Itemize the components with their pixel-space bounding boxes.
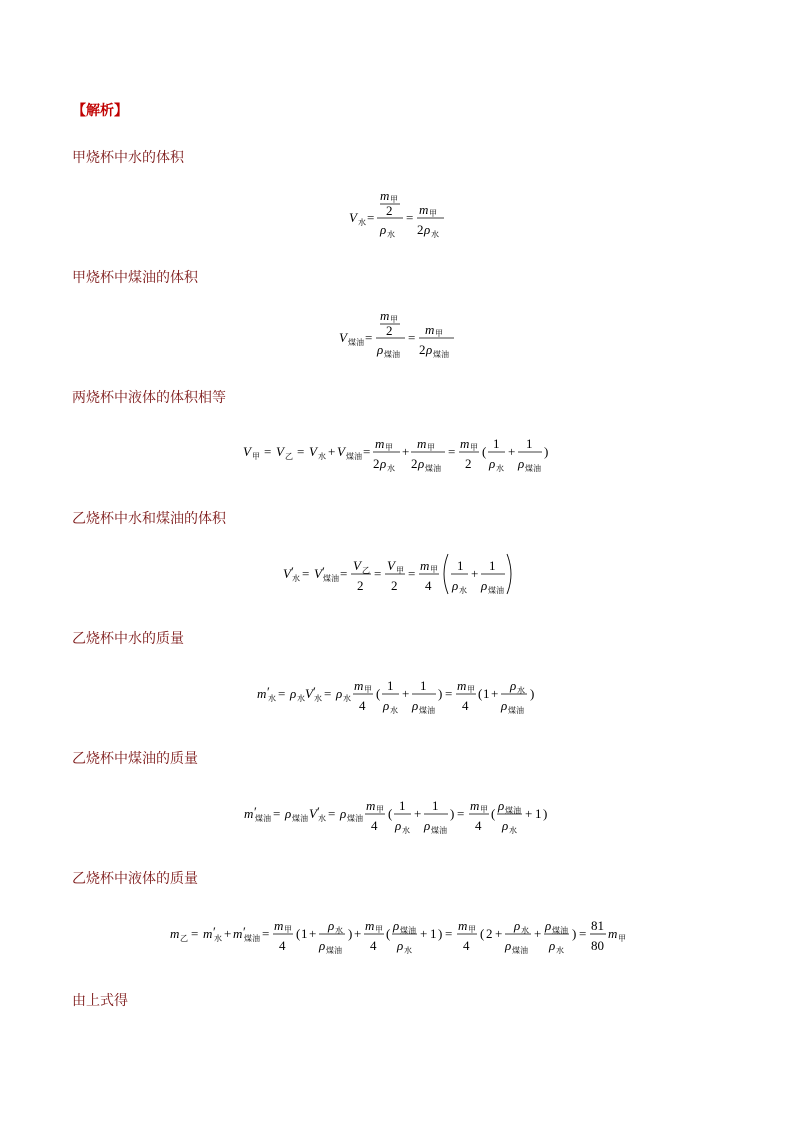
sub-water: 水 — [343, 694, 351, 703]
var-m: m — [366, 798, 376, 813]
num-1: 1 — [483, 686, 490, 701]
sub-jia: 甲 — [376, 805, 384, 814]
op-equals: = — [264, 444, 272, 459]
var-m: m — [257, 686, 267, 701]
op-equals: = — [262, 926, 270, 941]
sub-kerosene: 煤油 — [552, 926, 568, 935]
formula-svg — [255, 672, 539, 718]
var-m: m — [425, 322, 435, 337]
op-equals: = — [363, 444, 371, 459]
sub-kerosene: 煤油 — [347, 814, 363, 823]
op-right-paren: ) — [348, 926, 353, 941]
num-1: 1 — [420, 678, 427, 693]
num-2: 2 — [417, 222, 424, 237]
formula-svg — [168, 912, 626, 958]
var-rho: ρ — [452, 578, 459, 593]
num-2: 2 — [386, 323, 393, 338]
num-1: 1 — [457, 558, 464, 573]
op-equals: = — [374, 566, 382, 581]
sub-jia: 甲 — [396, 566, 404, 575]
num-1: 1 — [526, 436, 533, 451]
formula-svg — [242, 792, 552, 838]
sub-jia: 甲 — [468, 925, 476, 934]
sub-water: 水 — [358, 218, 366, 227]
var-m: m — [420, 558, 430, 573]
var-rho: ρ — [418, 456, 425, 471]
equation-water-volume-jia — [0, 186, 794, 242]
op-right-paren: ) — [438, 926, 443, 941]
var-m: m — [457, 678, 467, 693]
sub-kerosene: 煤油 — [425, 464, 441, 473]
op-equals: = — [365, 330, 373, 345]
sub-jia: 甲 — [252, 452, 260, 461]
sub-jia: 甲 — [467, 685, 475, 694]
step-label-water-mass-yi: 乙烧杯中水的质量 — [72, 631, 184, 647]
var-rho: ρ — [424, 222, 431, 237]
var-rho: ρ — [290, 686, 297, 701]
var-V: V — [349, 210, 357, 225]
num-2: 2 — [373, 456, 380, 471]
op-plus: + — [414, 806, 422, 821]
prime-mark: ′ — [317, 804, 320, 819]
sub-water: 水 — [318, 814, 326, 823]
var-m: m — [380, 308, 390, 323]
sub-kerosene: 煤油 — [326, 946, 342, 955]
op-equals: = — [273, 806, 281, 821]
sub-water: 水 — [496, 464, 504, 473]
prime-mark: ′ — [213, 924, 216, 939]
op-equals: = — [367, 210, 375, 225]
sub-jia: 甲 — [390, 195, 398, 204]
num-81: 81 — [591, 918, 604, 933]
prime-mark: ′ — [291, 564, 294, 579]
num-4: 4 — [279, 938, 286, 953]
equation-equal-volume — [0, 430, 794, 476]
sub-water: 水 — [335, 926, 343, 935]
op-plus: + — [402, 686, 410, 701]
op-equals: = — [445, 926, 453, 941]
var-rho: ρ — [514, 918, 521, 933]
sub-water: 水 — [556, 946, 564, 955]
sub-water: 水 — [402, 826, 410, 835]
sub-kerosene: 煤油 — [508, 706, 524, 715]
op-plus: + — [525, 806, 533, 821]
sub-kerosene: 煤油 — [505, 806, 521, 815]
prime-mark: ′ — [313, 684, 316, 699]
var-rho: ρ — [505, 938, 512, 953]
prime-mark: ′ — [243, 924, 246, 939]
sub-water: 水 — [521, 926, 529, 935]
step-label-liquid-mass-yi: 乙烧杯中液体的质量 — [72, 871, 198, 887]
var-V: V — [309, 444, 317, 459]
var-rho: ρ — [412, 698, 419, 713]
op-right-paren: ) — [572, 926, 577, 941]
var-rho: ρ — [424, 818, 431, 833]
sub-jia: 甲 — [480, 805, 488, 814]
sub-jia: 甲 — [435, 329, 443, 338]
op-equals: = — [448, 444, 456, 459]
op-left-paren: ( — [480, 926, 485, 941]
op-plus: + — [354, 926, 362, 941]
sub-jia: 甲 — [385, 443, 393, 452]
step-label-water-volume-jia: 甲烧杯中水的体积 — [72, 150, 184, 166]
num-2: 2 — [411, 456, 418, 471]
op-equals: = — [324, 686, 332, 701]
num-4: 4 — [463, 938, 470, 953]
sub-jia: 甲 — [284, 925, 292, 934]
op-plus: + — [491, 686, 499, 701]
var-rho: ρ — [340, 806, 347, 821]
analysis-heading: 【解析】 — [72, 103, 128, 119]
op-equals: = — [445, 686, 453, 701]
op-left-paren: ( — [386, 926, 391, 941]
sub-yi: 乙 — [362, 566, 370, 575]
equation-water-mass-yi — [0, 672, 794, 718]
formula-svg — [337, 306, 457, 362]
num-4: 4 — [370, 938, 377, 953]
prime-mark: ′ — [322, 564, 325, 579]
sub-kerosene: 煤油 — [348, 338, 364, 347]
num-4: 4 — [359, 698, 366, 713]
sub-yi: 乙 — [285, 452, 293, 461]
var-m: m — [460, 436, 470, 451]
var-m: m — [274, 918, 284, 933]
op-equals: = — [302, 566, 310, 581]
op-plus: + — [224, 926, 232, 941]
formula-svg — [241, 430, 553, 476]
var-m: m — [380, 188, 390, 203]
var-m: m — [365, 918, 375, 933]
op-plus: + — [508, 444, 516, 459]
num-1: 1 — [399, 798, 406, 813]
op-plus: + — [534, 926, 542, 941]
op-equals: = — [191, 926, 199, 941]
var-m: m — [458, 918, 468, 933]
sub-jia: 甲 — [618, 934, 626, 943]
var-V: V — [353, 558, 361, 573]
sub-kerosene: 煤油 — [384, 350, 400, 359]
sub-kerosene: 煤油 — [431, 826, 447, 835]
step-label-equal-volume: 两烧杯中液体的体积相等 — [72, 390, 226, 406]
num-4: 4 — [425, 578, 432, 593]
var-rho: ρ — [426, 342, 433, 357]
var-rho: ρ — [397, 938, 404, 953]
num-2: 2 — [391, 578, 398, 593]
sub-jia: 甲 — [430, 565, 438, 574]
num-1: 1 — [430, 926, 437, 941]
op-equals: = — [408, 566, 416, 581]
sub-water: 水 — [431, 230, 439, 239]
var-V: V — [309, 806, 317, 821]
sub-water: 水 — [517, 686, 525, 695]
num-2: 2 — [465, 456, 472, 471]
var-rho: ρ — [395, 818, 402, 833]
var-m: m — [470, 798, 480, 813]
num-1: 1 — [301, 926, 308, 941]
var-rho: ρ — [545, 918, 552, 933]
op-equals: = — [297, 444, 305, 459]
op-plus: + — [328, 444, 336, 459]
var-m: m — [203, 926, 213, 941]
var-rho: ρ — [549, 938, 556, 953]
sub-jia: 甲 — [390, 315, 398, 324]
num-1: 1 — [493, 436, 500, 451]
step-label-kerosene-mass-yi: 乙烧杯中煤油的质量 — [72, 751, 198, 767]
num-2: 2 — [386, 203, 393, 218]
op-equals: = — [457, 806, 465, 821]
sub-water: 水 — [297, 694, 305, 703]
sub-kerosene: 煤油 — [244, 934, 260, 943]
op-plus: + — [471, 566, 479, 581]
var-V: V — [305, 686, 313, 701]
sub-kerosene: 煤油 — [488, 586, 504, 595]
var-rho: ρ — [336, 686, 343, 701]
sub-kerosene: 煤油 — [255, 814, 271, 823]
sub-kerosene: 煤油 — [346, 452, 362, 461]
var-rho: ρ — [498, 798, 505, 813]
sub-jia: 甲 — [429, 209, 437, 218]
sub-kerosene: 煤油 — [419, 706, 435, 715]
var-m: m — [170, 926, 180, 941]
sub-kerosene: 煤油 — [433, 350, 449, 359]
var-V: V — [243, 444, 251, 459]
var-rho: ρ — [328, 918, 335, 933]
formula-svg — [347, 186, 447, 242]
op-equals: = — [328, 806, 336, 821]
var-rho: ρ — [518, 456, 525, 471]
var-m: m — [608, 926, 618, 941]
op-plus: + — [495, 926, 503, 941]
sub-water: 水 — [390, 706, 398, 715]
sub-kerosene: 煤油 — [292, 814, 308, 823]
equation-liquid-mass-yi — [0, 912, 794, 958]
var-V: V — [339, 330, 347, 345]
var-m: m — [419, 202, 429, 217]
sub-jia: 甲 — [427, 443, 435, 452]
num-4: 4 — [475, 818, 482, 833]
var-m: m — [354, 678, 364, 693]
step-label-volumes-yi: 乙烧杯中水和煤油的体积 — [72, 511, 226, 527]
big-left-paren — [444, 554, 448, 594]
op-right-paren: ) — [438, 686, 443, 701]
sub-yi: 乙 — [180, 934, 188, 943]
var-rho: ρ — [377, 342, 384, 357]
num-2: 2 — [486, 926, 493, 941]
var-V: V — [276, 444, 284, 459]
num-4: 4 — [371, 818, 378, 833]
var-m: m — [233, 926, 243, 941]
var-V: V — [314, 566, 322, 581]
var-m: m — [244, 806, 254, 821]
sub-water: 水 — [318, 452, 326, 461]
sub-kerosene: 煤油 — [512, 946, 528, 955]
op-left-paren: ( — [491, 806, 496, 821]
sub-jia: 甲 — [375, 925, 383, 934]
op-right-paren: ) — [530, 686, 535, 701]
op-equals: = — [340, 566, 348, 581]
var-rho: ρ — [380, 456, 387, 471]
sub-jia: 甲 — [364, 685, 372, 694]
var-rho: ρ — [380, 222, 387, 237]
prime-mark: ′ — [267, 684, 270, 699]
op-right-paren: ) — [544, 444, 549, 459]
op-equals: = — [278, 686, 286, 701]
var-rho: ρ — [383, 698, 390, 713]
sub-jia: 甲 — [470, 443, 478, 452]
var-V: V — [337, 444, 345, 459]
sub-water: 水 — [292, 574, 300, 583]
num-80: 80 — [591, 938, 604, 953]
var-rho: ρ — [501, 698, 508, 713]
sub-water: 水 — [214, 934, 222, 943]
sub-water: 水 — [459, 586, 467, 595]
sub-water: 水 — [387, 464, 395, 473]
var-rho: ρ — [502, 818, 509, 833]
var-rho: ρ — [510, 678, 517, 693]
op-equals: = — [579, 926, 587, 941]
big-right-paren — [507, 554, 511, 594]
sub-water: 水 — [387, 230, 395, 239]
op-right-paren: ) — [450, 806, 455, 821]
sub-kerosene: 煤油 — [400, 926, 416, 935]
equation-kerosene-mass-yi — [0, 792, 794, 838]
num-1: 1 — [535, 806, 542, 821]
op-plus: + — [420, 926, 428, 941]
equation-kerosene-volume-jia — [0, 306, 794, 362]
var-m: m — [375, 436, 385, 451]
step-label-kerosene-volume-jia: 甲烧杯中煤油的体积 — [72, 270, 198, 286]
var-V: V — [387, 558, 395, 573]
sub-water: 水 — [314, 694, 322, 703]
equation-volumes-yi — [0, 550, 794, 600]
op-left-paren: ( — [376, 686, 381, 701]
op-left-paren: ( — [478, 686, 483, 701]
num-1: 1 — [432, 798, 439, 813]
num-4: 4 — [462, 698, 469, 713]
var-rho: ρ — [285, 806, 292, 821]
sub-kerosene: 煤油 — [525, 464, 541, 473]
var-rho: ρ — [393, 918, 400, 933]
num-1: 1 — [489, 558, 496, 573]
num-1: 1 — [387, 678, 394, 693]
num-2: 2 — [419, 342, 426, 357]
var-V: V — [283, 566, 291, 581]
op-plus: + — [309, 926, 317, 941]
prime-mark: ′ — [254, 804, 257, 819]
var-rho: ρ — [489, 456, 496, 471]
step-label-conclusion: 由上式得 — [72, 993, 128, 1009]
op-left-paren: ( — [388, 806, 393, 821]
sub-water: 水 — [509, 826, 517, 835]
op-left-paren: ( — [296, 926, 301, 941]
formula-svg — [281, 550, 513, 600]
op-equals: = — [406, 210, 414, 225]
op-left-paren: ( — [482, 444, 487, 459]
op-equals: = — [408, 330, 416, 345]
op-right-paren: ) — [543, 806, 548, 821]
op-plus: + — [402, 444, 410, 459]
sub-water: 水 — [268, 694, 276, 703]
var-rho: ρ — [319, 938, 326, 953]
sub-water: 水 — [404, 946, 412, 955]
sub-kerosene: 煤油 — [323, 574, 339, 583]
var-m: m — [417, 436, 427, 451]
var-rho: ρ — [481, 578, 488, 593]
num-2: 2 — [357, 578, 364, 593]
